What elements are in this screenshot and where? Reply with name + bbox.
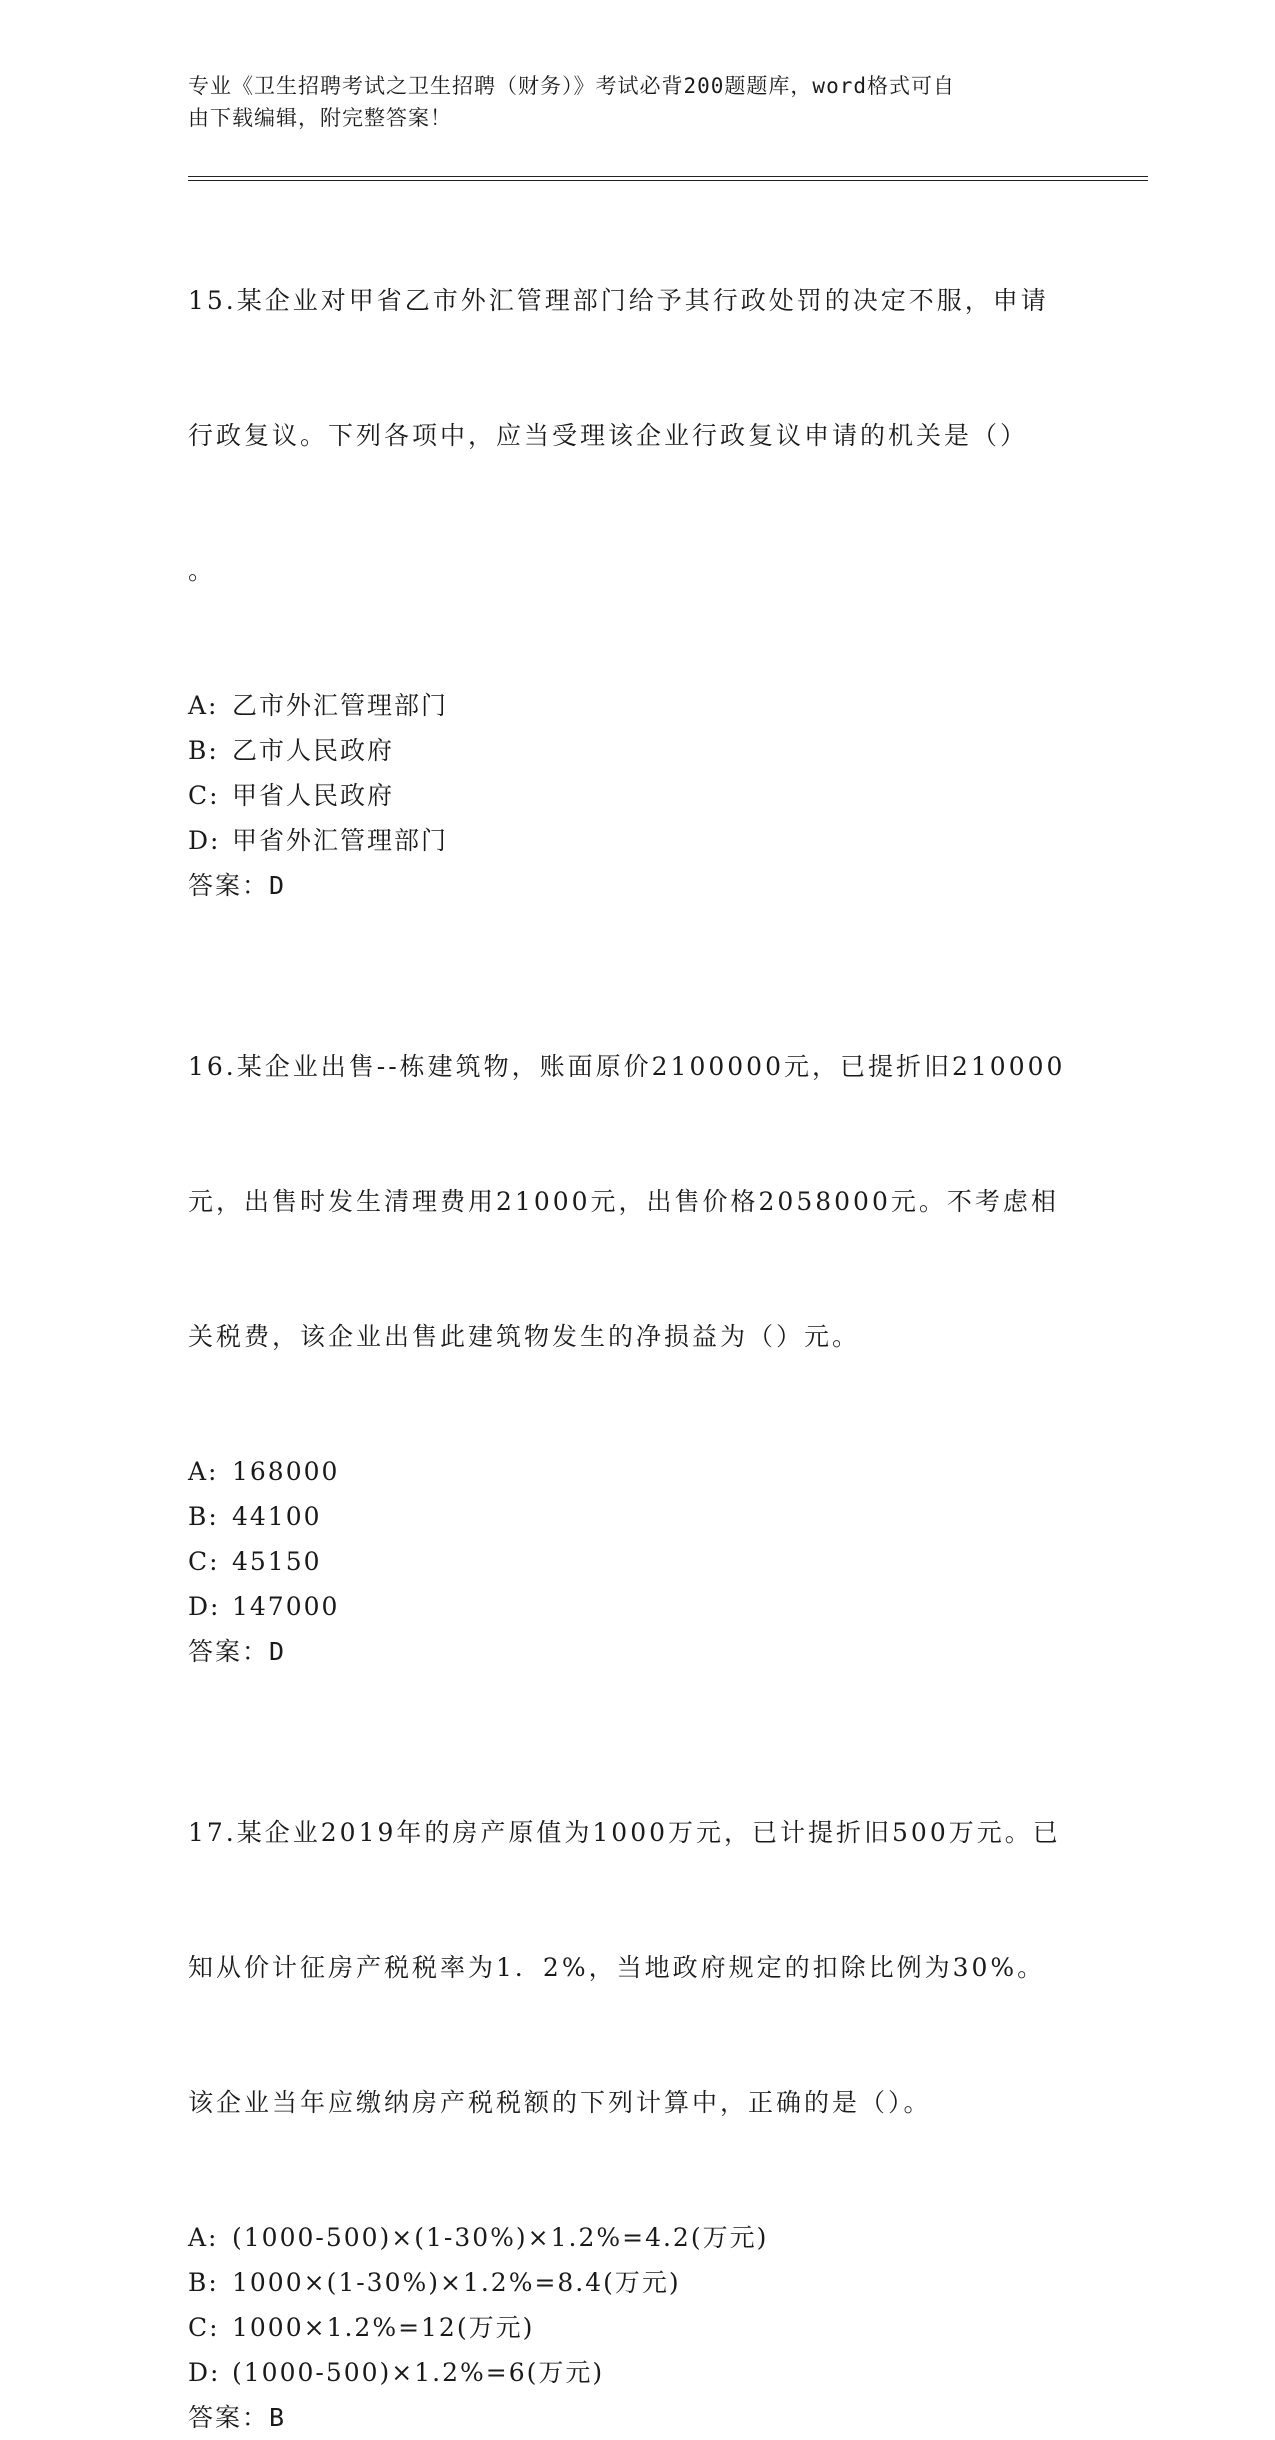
document-header: [188, 70, 1068, 134]
option-d: [188, 818, 1088, 863]
option-text: 甲省人民政府: [232, 781, 395, 810]
option-text: 168000: [232, 1457, 340, 1486]
option-letter: B:: [188, 2268, 219, 2297]
question-stem: [188, 1720, 1088, 2215]
option-text: (1000-500)×(1-30%)×1.2%=4.2(万元): [232, 2223, 769, 2252]
question-17: [188, 1720, 1088, 2440]
stem-line: 该企业当年应缴纳房产税税额的下列计算中，正确的是（）。: [188, 2088, 932, 2117]
answer-line: 答案：D: [188, 871, 287, 900]
stem-line: 元，出售时发生清理费用21000元，出售价格2058000元。不考虑相: [188, 1187, 1059, 1216]
option-b: [188, 2260, 1088, 2305]
stem-line: 知从价计征房产税税率为1．2%，当地政府规定的扣除比例为30%。: [188, 1953, 1046, 1982]
stem-line: 。: [188, 556, 217, 585]
option-letter: D:: [188, 1592, 221, 1621]
question-stem: [188, 188, 1088, 683]
answer-line: 答案：B: [188, 2403, 287, 2432]
option-a: [188, 2215, 1088, 2260]
header-line-2: 由下载编辑，附完整答案！: [188, 106, 452, 130]
option-c: [188, 1539, 1088, 1584]
option-c: [188, 773, 1088, 818]
option-text: (1000-500)×1.2%=6(万元): [232, 2358, 605, 2387]
option-a: [188, 1449, 1088, 1494]
option-d: [188, 2350, 1088, 2395]
option-letter: C:: [188, 781, 220, 810]
option-text: 44100: [232, 1502, 322, 1531]
option-list: [188, 2215, 1088, 2395]
option-letter: C:: [188, 2313, 220, 2342]
stem-line: 17.某企业2019年的房产原值为1000万元，已计提折旧500万元。已: [188, 1818, 1061, 1847]
question-16: [188, 954, 1088, 1674]
question-stem: [188, 954, 1088, 1449]
stem-line: 16.某企业出售--栋建筑物，账面原价2100000元，已提折旧210000: [188, 1052, 1066, 1081]
option-letter: B:: [188, 736, 219, 765]
option-list: [188, 1449, 1088, 1629]
option-letter: D:: [188, 826, 221, 855]
option-b: [188, 728, 1088, 773]
option-text: 45150: [232, 1547, 322, 1576]
option-letter: A:: [188, 1457, 219, 1486]
option-letter: D:: [188, 2358, 221, 2387]
header-divider: [188, 176, 1148, 181]
answer-line: 答案：D: [188, 1637, 287, 1666]
question-list: [188, 188, 1088, 2440]
stem-line: 15.某企业对甲省乙市外汇管理部门给予其行政处罚的决定不服，申请: [188, 286, 1049, 315]
header-line-1: 专业《卫生招聘考试之卫生招聘（财务）》考试必背200题题库，word格式可自: [188, 74, 955, 98]
option-text: 1000×(1-30%)×1.2%=8.4(万元): [232, 2268, 681, 2297]
question-15: [188, 188, 1088, 908]
option-a: [188, 683, 1088, 728]
option-letter: A:: [188, 691, 219, 720]
option-d: [188, 1584, 1088, 1629]
option-text: 147000: [232, 1592, 340, 1621]
stem-line: 行政复议。下列各项中，应当受理该企业行政复议申请的机关是（）: [188, 421, 1029, 450]
option-text: 1000×1.2%=12(万元): [232, 2313, 535, 2342]
option-text: 甲省外汇管理部门: [232, 826, 449, 855]
option-c: [188, 2305, 1088, 2350]
option-letter: B:: [188, 1502, 219, 1531]
option-text: 乙市外汇管理部门: [232, 691, 449, 720]
option-letter: C:: [188, 1547, 220, 1576]
option-b: [188, 1494, 1088, 1539]
stem-line: 关税费，该企业出售此建筑物发生的净损益为（）元。: [188, 1322, 861, 1351]
option-text: 乙市人民政府: [232, 736, 395, 765]
option-list: [188, 683, 1088, 863]
option-letter: A:: [188, 2223, 219, 2252]
